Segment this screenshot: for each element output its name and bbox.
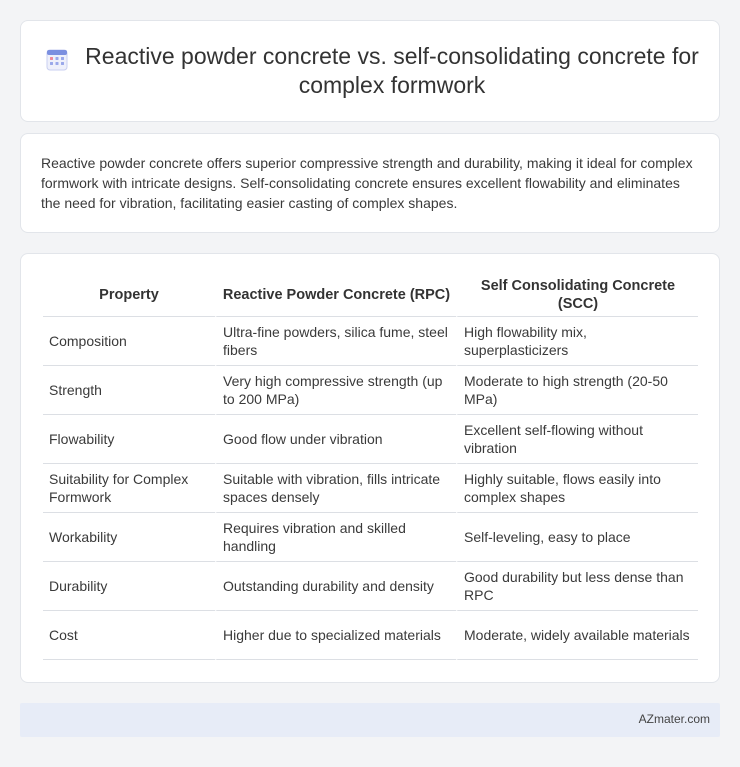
row-property: Cost [43, 611, 215, 660]
row-scc-value: Self-leveling, easy to place [456, 513, 698, 562]
row-property: Flowability [43, 415, 215, 464]
row-property: Strength [43, 366, 215, 415]
row-property: Suitability for Complex Formwork [43, 464, 215, 513]
table-row [43, 562, 698, 611]
row-rpc-value: Very high compressive strength (up to 200 MPa) [215, 366, 456, 415]
page-title: Reactive powder concrete vs. self-consolidating concrete for complex formwork [85, 43, 699, 98]
comparison-table-card [20, 253, 720, 683]
row-scc-value: Moderate to high strength (20-50 MPa) [456, 366, 698, 415]
summary-card [20, 133, 720, 233]
footer-brand-link[interactable]: AZmater.com [638, 712, 710, 726]
summary-text: Reactive powder concrete offers superior compressive strength and durability, making it ideal for complex formwork with intricate designs. Self-consolidating concrete ensures excellent flowability and eliminates the need for vibration, facilitating easier casting of complex shapes. [41, 155, 693, 211]
row-scc-value: Good durability but less dense than RPC [456, 562, 698, 611]
row-scc-value: Moderate, widely available materials [456, 611, 698, 660]
row-property: Durability [43, 562, 215, 611]
table-row [43, 366, 698, 415]
table-row [43, 464, 698, 513]
comparison-table [43, 276, 698, 660]
table-row [43, 317, 698, 366]
row-property: Workability [43, 513, 215, 562]
calendar-grid-icon [45, 48, 69, 72]
header-rpc: Reactive Powder Concrete (RPC) [215, 276, 456, 317]
header-scc: Self Consolidating Concrete (SCC) [456, 276, 698, 317]
row-scc-value: Highly suitable, flows easily into complex shapes [456, 464, 698, 513]
row-rpc-value: Suitable with vibration, fills intricate spaces densely [215, 464, 456, 513]
table-header-row [43, 276, 698, 317]
row-property: Composition [43, 317, 215, 366]
row-rpc-value: Higher due to specialized materials [215, 611, 456, 660]
table-row [43, 513, 698, 562]
row-scc-value: High flowability mix, superplasticizers [456, 317, 698, 366]
footer-bar [20, 703, 720, 737]
header-property: Property [43, 276, 215, 317]
row-rpc-value: Outstanding durability and density [215, 562, 456, 611]
row-rpc-value: Good flow under vibration [215, 415, 456, 464]
row-rpc-value: Requires vibration and skilled handling [215, 513, 456, 562]
table-row [43, 415, 698, 464]
table-row [43, 611, 698, 660]
row-scc-value: Excellent self-flowing without vibration [456, 415, 698, 464]
title-card [20, 20, 720, 122]
row-rpc-value: Ultra-fine powders, silica fume, steel fibers [215, 317, 456, 366]
